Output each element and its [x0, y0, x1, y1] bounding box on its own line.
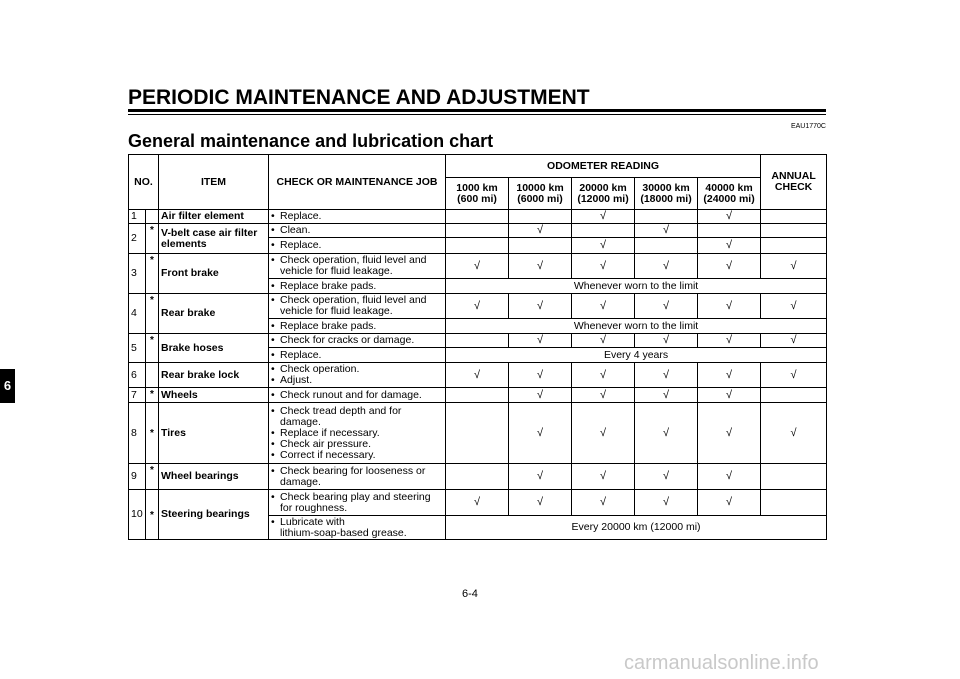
check-mark: √ — [635, 224, 698, 238]
interval-note: Whenever worn to the limit — [446, 279, 827, 294]
table-row: • Replace. Every 4 years — [129, 348, 827, 363]
table-row: 1 Air filter element • Replace. √ √ — [129, 210, 827, 224]
table-row: • Replace brake pads. Whenever worn to the limit — [129, 319, 827, 334]
check-mark: √ — [572, 490, 635, 516]
table-row: 9 * Wheel bearings • Check bearing for looseness or damage. √ √ √ √ — [129, 464, 827, 490]
watermark: carmanualsonline.info — [624, 652, 819, 674]
chapter-tab: 6 — [0, 369, 15, 403]
section-title: General maintenance and lubrication chart — [128, 131, 494, 151]
check-mark: √ — [635, 403, 698, 464]
check-mark: √ — [635, 464, 698, 490]
table-row: • Replace brake pads. Whenever worn to the limit — [129, 279, 827, 294]
col-odo-5: 40000 km (24000 mi) — [698, 178, 761, 210]
col-annual: ANNUAL CHECK — [761, 155, 827, 210]
check-mark: √ — [698, 490, 761, 516]
check-mark: √ — [509, 224, 572, 238]
check-mark: √ — [509, 464, 572, 490]
check-mark: √ — [509, 334, 572, 348]
check-mark: √ — [698, 294, 761, 319]
check-mark: √ — [635, 363, 698, 388]
check-mark: √ — [698, 210, 761, 224]
check-mark: √ — [635, 490, 698, 516]
check-mark: √ — [761, 334, 827, 348]
check-mark: √ — [761, 294, 827, 319]
check-mark: √ — [572, 334, 635, 348]
check-mark: √ — [509, 388, 572, 403]
header-rule-thick — [128, 109, 826, 112]
maintenance-chart — [128, 154, 827, 540]
check-mark: √ — [635, 294, 698, 319]
check-mark: √ — [572, 294, 635, 319]
table-row: 2 * V-belt case air filter elements • Clean. √ √ — [129, 224, 827, 238]
check-mark: √ — [509, 490, 572, 516]
check-mark: √ — [635, 254, 698, 279]
check-mark: √ — [572, 363, 635, 388]
check-mark: √ — [572, 238, 635, 254]
table-row: • Replace. √ √ — [129, 238, 827, 254]
check-mark: √ — [446, 254, 509, 279]
check-mark: √ — [572, 210, 635, 224]
check-mark: √ — [509, 254, 572, 279]
table-row: 4 * Rear brake • Check operation, fluid level and vehicle for fluid leakage. √ √ √ √ √ √ — [129, 294, 827, 319]
check-mark: √ — [635, 334, 698, 348]
col-item: ITEM — [159, 155, 269, 210]
header-rule-thin — [128, 114, 826, 115]
check-mark: √ — [446, 490, 509, 516]
col-odo-1: 1000 km (600 mi) — [446, 178, 509, 210]
table-row: 7 * Wheels • Check runout and for damage. √ √ √ √ — [129, 388, 827, 403]
table-row: 10 * Steering bearings • Check bearing play and steering for roughness. √ √ √ √ √ — [129, 490, 827, 516]
check-mark: √ — [698, 403, 761, 464]
col-odometer: ODOMETER READING — [446, 155, 761, 178]
check-mark: √ — [761, 363, 827, 388]
table-row: 3 * Front brake • Check operation, fluid level and vehicle for fluid leakage. √ √ √ √ √ √ — [129, 254, 827, 279]
check-mark: √ — [698, 388, 761, 403]
check-mark: √ — [509, 403, 572, 464]
table-row: 6 Rear brake lock • Check operation. • Adjust. √ √ √ √ √ √ — [129, 363, 827, 388]
check-mark: √ — [635, 388, 698, 403]
check-mark: √ — [698, 363, 761, 388]
check-mark: √ — [698, 334, 761, 348]
col-odo-2: 10000 km (6000 mi) — [509, 178, 572, 210]
header-row-1 — [129, 155, 827, 178]
table-row: • Lubricate with lithium-soap-based grease. Every 20000 km (12000 mi) — [129, 516, 827, 540]
check-mark: √ — [572, 403, 635, 464]
check-mark: √ — [698, 464, 761, 490]
check-mark: √ — [698, 254, 761, 279]
check-mark: √ — [446, 294, 509, 319]
interval-note: Every 4 years — [446, 348, 827, 363]
check-mark: √ — [698, 238, 761, 254]
check-mark: √ — [572, 254, 635, 279]
page-header-title: PERIODIC MAINTENANCE AND ADJUSTMENT — [128, 86, 590, 109]
col-job: CHECK OR MAINTENANCE JOB — [269, 155, 446, 210]
col-odo-3: 20000 km (12000 mi) — [572, 178, 635, 210]
page-number: 6-4 — [462, 588, 478, 600]
check-mark: √ — [572, 464, 635, 490]
check-mark: √ — [509, 363, 572, 388]
table-row: 8 * Tires • Check tread depth and for damage. • Replace if necessary. • Check air pressure. • Correct if necessary. √ √ √ √ √ — [129, 403, 827, 464]
check-mark: √ — [446, 363, 509, 388]
check-mark: √ — [761, 403, 827, 464]
check-mark: √ — [761, 254, 827, 279]
interval-note: Every 20000 km (12000 mi) — [446, 516, 827, 540]
check-mark: √ — [509, 294, 572, 319]
check-mark: √ — [572, 388, 635, 403]
col-no: NO. — [129, 155, 159, 210]
table-row: 5 * Brake hoses • Check for cracks or damage. √ √ √ √ √ — [129, 334, 827, 348]
interval-note: Whenever worn to the limit — [446, 319, 827, 334]
col-odo-4: 30000 km (18000 mi) — [635, 178, 698, 210]
reference-code: EAU1770C — [790, 123, 826, 130]
